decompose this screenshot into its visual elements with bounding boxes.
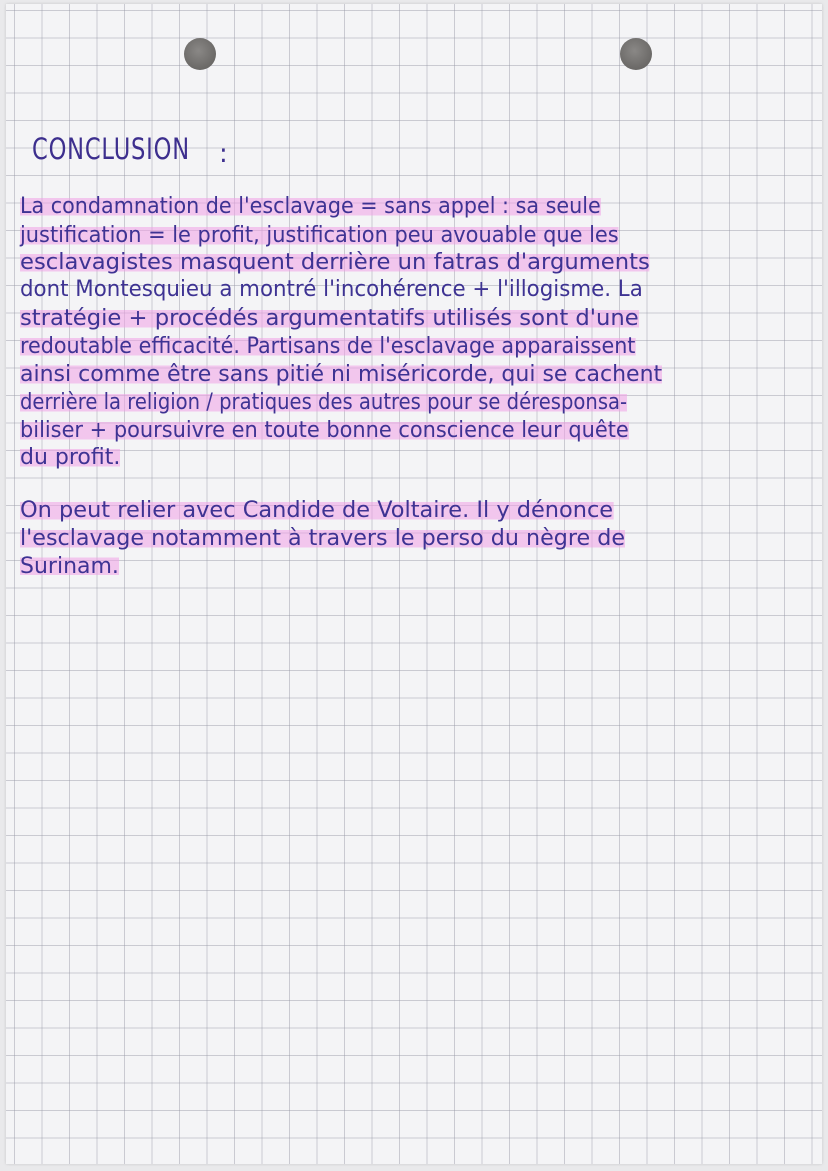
text-line: esclavagistes masquent derrière un fatras d'arguments (20, 250, 650, 275)
text-line: On peut relier avec Candide de Voltaire. Il y dénonce (20, 498, 614, 523)
notebook-page (6, 4, 822, 1164)
text-line: justification = le profit, justification peu avouable que les (20, 223, 619, 248)
text-line: dont Montesquieu a montré l'incohérence + l'illogisme. La (20, 277, 643, 302)
binder-hole-left (184, 38, 216, 70)
text-line: La condamnation de l'esclavage = sans appel : sa seule (20, 194, 601, 219)
text-line: du profit. (20, 445, 121, 470)
text-line: ainsi comme être sans pitié ni miséricorde, qui se cachent (20, 362, 663, 387)
text-line: biliser + poursuivre en toute bonne conscience leur quête (20, 418, 629, 443)
heading-colon: : (219, 139, 228, 169)
text-line: Surinam. (20, 554, 119, 579)
page-heading: CONCLUSION (32, 132, 190, 166)
text-line: redoutable efficacité. Partisans de l'esclavage apparaissent (20, 334, 636, 359)
binder-hole-right (620, 38, 652, 70)
text-line: derrière la religion / pratiques des autres pour se déresponsa- (20, 390, 628, 415)
text-line: l'esclavage notamment à travers le perso du nègre de (20, 526, 626, 551)
text-line: stratégie + procédés argumentatifs utilisés sont d'une (20, 306, 639, 331)
